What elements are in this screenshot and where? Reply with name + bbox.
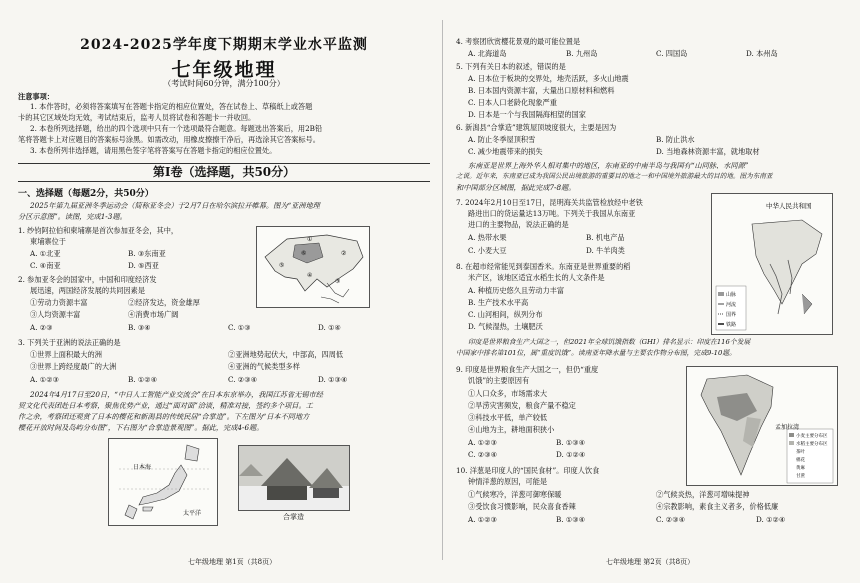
legend-item: 甘蔗 (796, 474, 805, 479)
map-title: 中华人民共和国 (766, 202, 812, 210)
question-9: 9. 印度是世界粮食生产大国之一，但仍“重度 (456, 365, 599, 374)
option-d: D. ①②④ (756, 515, 786, 524)
question-7: 路进出口的货运量达13万吨。下列关于我国从东南亚 (468, 209, 636, 218)
statement: ④亚洲的气候类型多样 (228, 362, 300, 371)
intro-text: 和中国部分区域图，据此完成7-8题。 (456, 183, 576, 192)
option-d: D. ①③④ (318, 375, 348, 384)
statement: ①人口众多，市场需求大 (468, 389, 548, 398)
intro-text: 东南亚是世界上海外华人相对集中的地区，东南亚的中南半岛与我国有“山同脉、水同源” (468, 161, 749, 170)
question-5: 5. 下列有关日本的叙述，错误的是 (456, 62, 566, 71)
map-label: ⑥ (301, 250, 307, 257)
option-c: C. 四国岛 (656, 49, 688, 58)
option-b: B. 生产技术水平高 (468, 298, 529, 307)
option-d: D. 牛羊肉类 (586, 246, 625, 255)
exam-title: 2024-2025学年度下期期末学业水平监测 (80, 37, 368, 53)
statement: ①气候寒冷，洋葱可御寒保暖 (468, 490, 562, 499)
statement: ④宗教影响，素食主义者多，价格低廉 (656, 502, 779, 511)
intro-text: 2025年第九届亚洲冬季运动会（简称亚冬会）于2月7日在哈尔滨拉开帷幕。图为“亚洲地理 (30, 201, 320, 210)
notice-line: 卡的其它区域处均无效，考试结束后，监考人员将试卷和答题卡一并收回。 (18, 113, 256, 122)
notice-line: 2. 本卷所列选择题，给出的四个选项中只有一个选项最符合题意。每题选出答案后，用2B铅 (30, 124, 323, 133)
question-10: 钟情洋葱的原因，可能是 (468, 477, 548, 486)
map-label: ④ (307, 272, 313, 279)
map-label: ② (341, 250, 347, 257)
right-page (456, 0, 848, 583)
legend-item: 黄麻 (796, 466, 805, 471)
statement: ②气候炎热，洋葱可增味提神 (656, 490, 750, 499)
option-d: D. ①④ (318, 323, 341, 332)
legend-item: 铁路 (726, 322, 737, 328)
option-b: B. 机电产品 (586, 233, 625, 242)
option-d: D. 气候湿热，土壤肥沃 (468, 322, 543, 331)
option-b: B. ③④ (128, 323, 151, 332)
option-d: D. ①②④ (556, 450, 586, 459)
option-c: C. 山河相间，纵列分布 (468, 310, 543, 319)
option-d: D. 本州岛 (746, 49, 778, 58)
question-1: 柬埔寨位于 (30, 237, 66, 246)
option-b: B. ①③④ (556, 515, 586, 524)
legend-item: 棉花 (796, 458, 805, 463)
page-footer: 七年级地理 第1页（共8页） (188, 558, 277, 566)
question-3: 3. 下列关于亚洲的说法正确的是 (18, 338, 121, 347)
map-label: ① (307, 236, 313, 243)
question-9: 饥饿”的主要原因有 (468, 376, 530, 385)
question-7: 7. 2024年2月10日至17日，昆明海关共监管检放经中老铁 (456, 198, 643, 207)
option-a: A. ①②③ (468, 438, 498, 447)
option-a: A. 热带水果 (468, 233, 507, 242)
figure-caption: 合掌造 (283, 513, 304, 521)
southeast-asia-map (711, 193, 833, 335)
statement: ①世界上面积最大的洲 (30, 350, 102, 359)
part-heading: 一、选择题（每题2分，共50分） (18, 189, 154, 199)
exam-time-note: （考试时间60分钟，满分100分） (163, 79, 285, 88)
option-c: C. ②③④ (228, 375, 258, 384)
option-d: D. 日本是一个与我国隔海相望的国家 (468, 110, 586, 119)
gassho-house-photo (238, 445, 350, 511)
legend-item: 河流 (726, 302, 737, 308)
question-10: 10. 洋葱是印度人的“国民食材”。印度人饮食 (456, 466, 600, 475)
option-c: C. 日本人口老龄化现象严重 (468, 98, 557, 107)
statement: ④山地为主，耕地面积狭小 (468, 425, 555, 434)
legend-item: 水稻主要分布区 (796, 442, 828, 447)
page-footer: 七年级地理 第2页（共8页） (606, 558, 695, 566)
option-d: D. ⑤西亚 (128, 261, 159, 270)
question-2: 展迅速，两国经济发展的共同因素是 (30, 286, 146, 295)
notice-heading: 注意事项： (18, 92, 54, 101)
intro-text: 分区示意图”。读图，完成1-3题。 (18, 212, 127, 221)
legend-item: 茶叶 (796, 450, 805, 455)
question-6: 6. 新潟县“合掌造”建筑屋顶坡度很大，主要是因为 (456, 123, 617, 132)
sea-label: 孟加拉湾 (775, 424, 800, 431)
option-b: B. ①②④ (128, 375, 158, 384)
option-a: A. 防止冬季屋顶积雪 (468, 135, 536, 144)
intro-text: 樱花开放时间及岛屿分布图”，下右图为“合掌造景观图”。据此，完成4-6题。 (18, 423, 264, 432)
option-b: B. 九州岛 (566, 49, 598, 58)
option-a: A. ②③ (30, 323, 53, 332)
intro-text: 中国家中排名第101位，属“重度饥饿”。读南亚年降水量与主要农作物分布图，完成9-10题。 (456, 349, 736, 357)
legend-item: 国界 (726, 312, 737, 318)
option-b: B. 防止洪水 (656, 135, 695, 144)
statement: ③科技水平低，单产较低 (468, 413, 548, 422)
statement: ③受饮食习惯影响，民众喜食香辣 (468, 502, 576, 511)
question-8: 8. 在超市经常能见到泰国香米。东南亚是世界重要的稻 (456, 262, 631, 271)
option-c: C. ①③ (228, 323, 251, 332)
option-b: B. ①③④ (556, 438, 586, 447)
option-a: A. 北海道岛 (468, 49, 507, 58)
asia-region-map (256, 226, 370, 308)
statement: ③人均资源丰富 (30, 310, 81, 319)
option-c: C. 减少地震带来的损失 (468, 147, 543, 156)
option-b: B. 日本国内资源丰富，大量出口原材料和燃料 (468, 86, 615, 95)
option-a: A. 种植历史悠久且劳动力丰富 (468, 286, 565, 295)
question-2: 2. 参加亚冬会的国家中，中国和印度经济发 (18, 275, 157, 284)
statement: ④消费市场广阔 (128, 310, 179, 319)
option-a: A. ①②③ (30, 375, 60, 384)
question-4: 4. 考察团欣赏樱花景观的最可能位置是 (456, 37, 581, 46)
intro-text: 贸文化代表团赴日本考察，聚焦优势产业，通过“面对面”洽谈，精准对接，签约多个项目。工 (18, 401, 313, 410)
subject-title: 七年级地理 (171, 59, 277, 81)
map-label: ⑤ (279, 262, 285, 269)
option-a: A. 日本位于板块的交界处，地壳活跃，多火山地震 (468, 74, 629, 83)
statement: ②旱涝灾害频发，粮食产量不稳定 (468, 401, 576, 410)
legend-item: 山脉 (726, 292, 737, 298)
asia-map-icon (257, 227, 369, 307)
sea-label: 日本海 (133, 464, 152, 471)
option-a: A. ①北亚 (30, 249, 61, 258)
page-divider (442, 20, 443, 560)
option-c: C. 小麦大豆 (468, 246, 507, 255)
notice-line: 1. 本作答时，必须将答案填写在答题卡指定的相应位置处，答在试卷上、草稿纸上或答题 (30, 102, 313, 111)
notice-line: 3. 本卷所列非选择题，请用黑色签字笔将答案写在答题卡指定的相应位置处。 (30, 146, 277, 155)
intro-text: 印度是世界粮食生产大国之一，但2021年全球饥饿指数（GHI）排名显示：印度在116个发展 (468, 338, 751, 346)
japan-sakura-map (108, 438, 218, 526)
option-a: A. ①②③ (468, 515, 498, 524)
statement: ②经济发达，资金雄厚 (128, 298, 200, 307)
option-c: C. ④南亚 (30, 261, 61, 270)
intro-text: 作之余，考察团还观赏了日本的樱花和新潟县的传统民居“合掌造”。下左图为“日本不同地方 (18, 412, 310, 421)
statement: ①劳动力资源丰富 (30, 298, 88, 307)
south-asia-crop-map (686, 366, 838, 486)
statement: ③世界上跨经度最广的大洲 (30, 362, 117, 371)
legend-item: 小麦主要分布区 (796, 434, 828, 439)
option-c: C. ②③④ (468, 450, 498, 459)
map-label: ③ (335, 278, 341, 285)
section-heading: 第Ⅰ卷（选择题，共50分） (18, 163, 430, 182)
notice-line: 笔将答题卡上对应题目的答案标号涂黑。如需改动，用橡皮擦擦干净后，再选涂其它答案标号。 (18, 135, 320, 144)
option-b: B. ③东南亚 (128, 249, 166, 258)
question-1: 1. 纱钧阿拉伯和柬埔寨是首次参加亚冬会，其中， (18, 226, 179, 235)
left-page (18, 0, 430, 583)
question-7: 进口的主要物品，说法正确的是 (468, 220, 569, 229)
statement: ②亚洲地势起伏大，中部高，四周低 (228, 350, 344, 359)
intro-text: 2024年4月17日至20日，“中日人工智能产业交流会”在日本东京举办，我国江苏省无锡市经 (30, 390, 323, 399)
intro-text: 之说。近年来，东南亚已成为我国公民出境旅游的重要目的地之一和中国境外旅游最大的目的地。图为东南亚 (456, 172, 773, 180)
option-c: C. ②③④ (656, 515, 686, 524)
option-d: D. 当地森林资源丰富，就地取材 (656, 147, 760, 156)
sea-label: 太平洋 (183, 510, 202, 517)
question-8: 米产区，该地区适宜水稻生长的人文条件是 (468, 273, 605, 282)
